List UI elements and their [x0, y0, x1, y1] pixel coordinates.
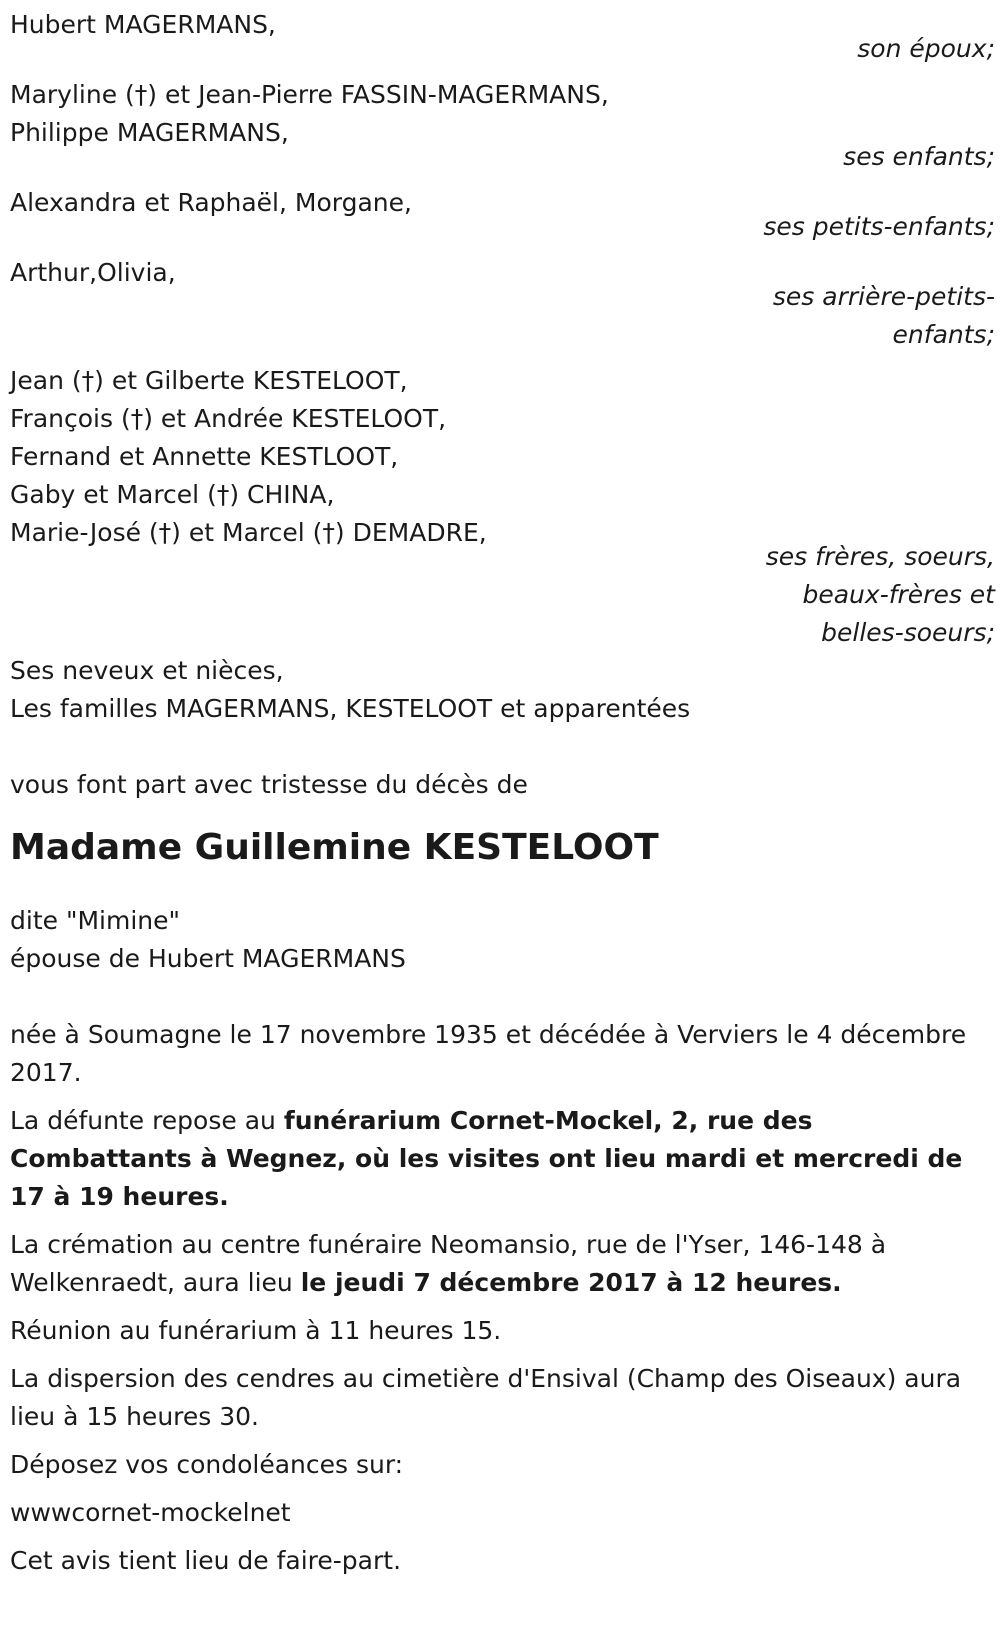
- family-name-line: Fernand et Annette KESTLOOT,: [10, 442, 399, 471]
- repose-location: funérarium Cornet-Mockel, 2, rue des Combattants à Wegnez, où les visites ont lieu mardi et mercredi de 17 à 19 heures.: [10, 1106, 963, 1211]
- closing-text: Cet avis tient lieu de faire-part.: [10, 1546, 402, 1575]
- children-block: [10, 76, 995, 176]
- role-label: son époux;: [857, 34, 995, 63]
- family-name-line: Philippe MAGERMANS,: [10, 118, 289, 147]
- obituary-notice: [10, 6, 995, 1580]
- grandchildren-block: [10, 184, 995, 246]
- announcement-text: vous font part avec tristesse du décès de: [10, 770, 528, 799]
- dispersion-paragraph: La dispersion des cendres au cimetière d'Ensival (Champ des Oiseaux) aura lieu à 15 heures 30.: [10, 1364, 962, 1431]
- cremation-paragraph: [10, 1226, 995, 1302]
- repose-paragraph: [10, 1102, 995, 1216]
- family-name-line: Gaby et Marcel (†) CHINA,: [10, 480, 335, 509]
- family-name-line: Jean (†) et Gilberte KESTELOOT,: [10, 366, 408, 395]
- others-block: [10, 652, 995, 728]
- cremation-prefix: La crémation au centre funéraire Neomansio, rue de l'Yser, 146-148 à Welkenraedt, aura lieu: [10, 1230, 887, 1297]
- great-grandchildren-block: [10, 254, 995, 354]
- cremation-date: le jeudi 7 décembre 2017 à 12 heures.: [300, 1268, 842, 1297]
- nickname: dite "Mimine": [10, 906, 180, 935]
- spouse-line: épouse de Hubert MAGERMANS: [10, 944, 406, 973]
- family-name-line: Ses neveux et nièces,: [10, 656, 284, 685]
- repose-prefix: La défunte repose au: [10, 1106, 284, 1135]
- deceased-name: Madame Guillemine KESTELOOT: [10, 827, 659, 868]
- role-label: ses enfants;: [843, 142, 995, 171]
- role-label: ses arrière-petits-: [772, 282, 995, 311]
- condolences-label: Déposez vos condoléances sur:: [10, 1450, 404, 1479]
- reunion-paragraph: Réunion au funérarium à 11 heures 15.: [10, 1316, 502, 1345]
- role-label: belles-soeurs;: [821, 618, 995, 647]
- birth-death-paragraph: née à Soumagne le 17 novembre 1935 et décédée à Verviers le 4 décembre 2017.: [10, 1020, 967, 1087]
- role-label: ses petits-enfants;: [763, 212, 995, 241]
- family-name-line: Les familles MAGERMANS, KESTELOOT et apparentées: [10, 694, 691, 723]
- family-name-line: Marie-José (†) et Marcel (†) DEMADRE,: [10, 518, 487, 547]
- role-label: beaux-frères et: [802, 580, 995, 609]
- siblings-block: [10, 362, 995, 652]
- family-name-line: Maryline (†) et Jean-Pierre FASSIN-MAGERMANS,: [10, 80, 609, 109]
- role-label: ses frères, soeurs,: [765, 542, 995, 571]
- role-label: enfants;: [892, 320, 995, 349]
- spouse-block: [10, 6, 995, 68]
- family-name-line: Hubert MAGERMANS,: [10, 10, 276, 39]
- family-name-line: Arthur,Olivia,: [10, 258, 176, 287]
- condolences-website-link[interactable]: wwwcornet-mockelnet: [10, 1498, 291, 1527]
- family-name-line: François (†) et Andrée KESTELOOT,: [10, 404, 447, 433]
- family-name-line: Alexandra et Raphaël, Morgane,: [10, 188, 412, 217]
